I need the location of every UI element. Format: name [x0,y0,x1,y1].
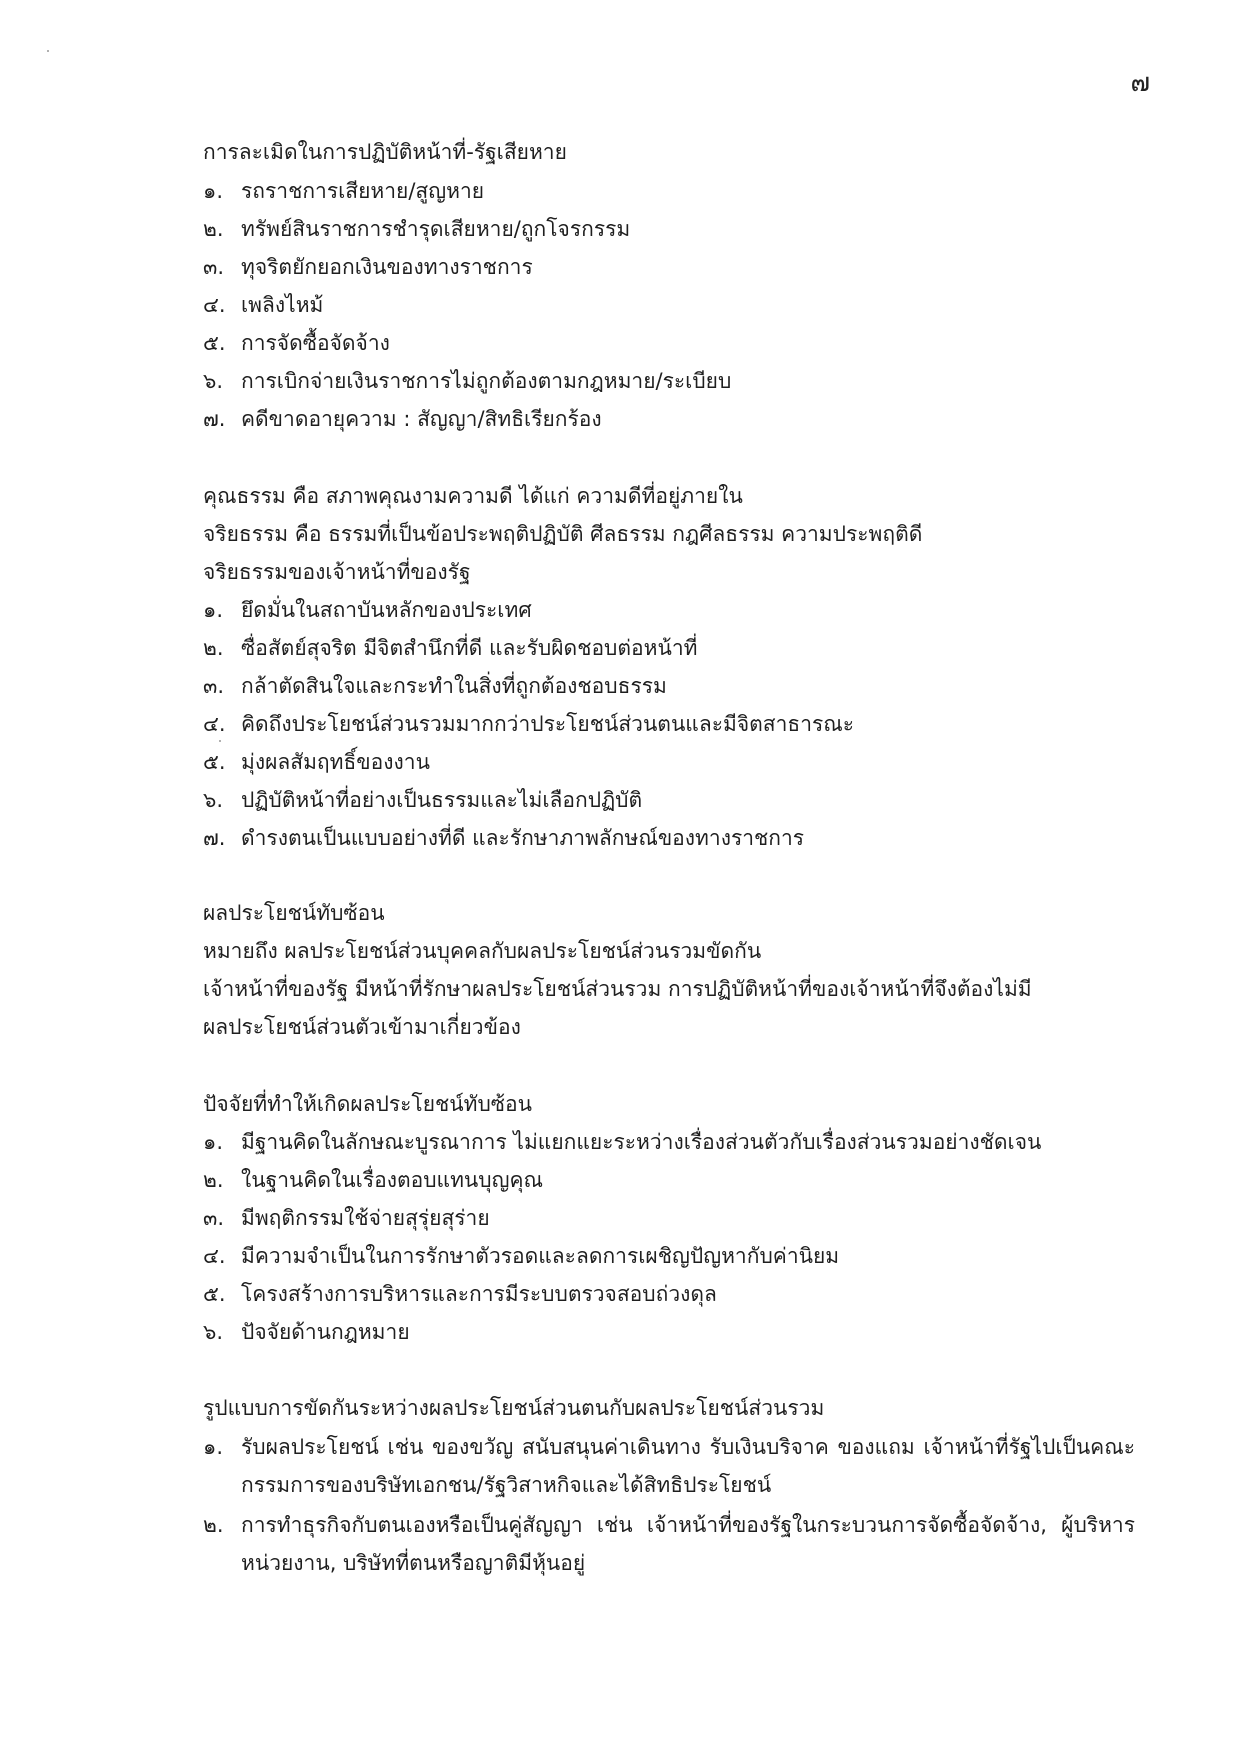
section2-list-item [203,790,642,811]
item-text: การเบิกจ่ายเงินราชการไม่ถูกต้องตามกฎหมาย/ระเบียบ [241,369,732,393]
item-text: ทุจริตยักยอกเงินของทางราชการ [241,255,533,279]
section3-line1: หมายถึง ผลประโยชน์ส่วนบุคคลกับผลประโยชน์ส่วนรวมขัดกัน [203,939,762,963]
item-number: ๒. [203,1513,224,1537]
section2-list-item [203,676,667,697]
section4-list-item [203,1170,543,1191]
item-number: ๑. [203,1130,224,1154]
section2-list-item [203,714,854,735]
item-text: มีความจำเป็นในการรักษาตัวรอดและลดการเผชิญปัญหากับค่านิยม [241,1244,840,1268]
item-number: ๒. [203,1168,224,1192]
item-number: ๓. [203,1206,225,1230]
section3-line3: ผลประโยชน์ส่วนตัวเข้ามาเกี่ยวข้อง [203,1015,521,1039]
item-number: ๖. [203,1320,224,1344]
section1-list-item [203,219,630,240]
item-text: คิดถึงประโยชน์ส่วนรวมมากกว่าประโยชน์ส่วนตนและมีจิตสาธารณะ [241,712,855,736]
item-number: ๕. [203,750,226,774]
section2-list-item [203,828,804,849]
item-number: ๓. [203,255,225,279]
item-text: มีฐานคิดในลักษณะบูรณาการ ไม่แยกแยะระหว่างเรื่องส่วนตัวกับเรื่องส่วนรวมอย่างชัดเจน [241,1130,1042,1154]
section3-line2: เจ้าหน้าที่ของรัฐ มีหน้าที่รักษาผลประโยชน์ส่วนรวม การปฏิบัติหน้าที่ของเจ้าหน้าที่จึงต้องไม่มี [203,977,1032,1001]
section1-list-item [203,181,484,202]
item-text: ดำรงตนเป็นแบบอย่างที่ดี และรักษาภาพลักษณ์ของทางราชการ [241,826,805,850]
item-text: กล้าตัดสินใจและกระทำในสิ่งที่ถูกต้องชอบธรรม [241,674,667,698]
item-text: การจัดซื้อจัดจ้าง [241,331,390,355]
section5-list-item [203,1506,1135,1582]
item-number: ๔. [203,712,226,736]
item-text: ปฏิบัติหน้าที่อย่างเป็นธรรมและไม่เลือกปฏิบัติ [241,788,643,812]
item-number: ๑. [203,598,224,622]
section4-list-item [203,1322,410,1343]
scan-speck [219,740,221,742]
section2-line2: จริยธรรม คือ ธรรมที่เป็นข้อประพฤติปฏิบัติ ศีลธรรม กฎศีลธรรม ความประพฤติดี [203,522,923,546]
item-number: ๔. [203,293,226,317]
item-number: ๑. [203,1435,224,1459]
item-number: ๕. [203,331,226,355]
section4-list-item [203,1132,1041,1153]
item-number: ๔. [203,1244,226,1268]
item-number: ๕. [203,1282,226,1306]
item-number: ๗. [203,826,226,850]
section4-heading: ปัจจัยที่ทำให้เกิดผลประโยชน์ทับซ้อน [203,1092,532,1116]
section4-list-item [203,1208,490,1229]
section1-list-item [203,409,602,430]
section3-heading: ผลประโยชน์ทับซ้อน [203,901,385,925]
item-text: การทำธุรกิจกับตนเองหรือเป็นคู่สัญญา เช่น เจ้าหน้าที่ของรัฐในกระบวนการจัดซื้อจัดจ้าง, ผู้บริหารหน่วยงาน, บริษัทที่ตนหรือญาติมีหุ้นอยู่ [241,1513,1135,1575]
section5-list-item [203,1428,1135,1504]
item-text: คดีขาดอายุความ : สัญญา/สิทธิเรียกร้อง [241,407,602,431]
section4-list-item [203,1284,717,1305]
section2-list-item [203,752,430,773]
item-number: ๒. [203,217,224,241]
item-text: โครงสร้างการบริหารและการมีระบบตรวจสอบถ่วงดุล [241,1282,717,1306]
page-number: ๗ [1130,68,1150,98]
item-number: ๖. [203,369,224,393]
item-number: ๒. [203,636,224,660]
item-number: ๑. [203,179,224,203]
section2-line1: คุณธรรม คือ สภาพคุณงามความดี ได้แก่ ความดีที่อยู่ภายใน [203,484,743,508]
item-number: ๓. [203,674,225,698]
item-number: ๖. [203,788,224,812]
scan-speck [47,50,49,52]
item-text: มุ่งผลสัมฤทธิ์ของงาน [241,750,430,774]
item-number: ๗. [203,407,226,431]
section1-heading: การละเมิดในการปฏิบัติหน้าที่-รัฐเสียหาย [203,140,567,164]
section2-heading: จริยธรรมของเจ้าหน้าที่ของรัฐ [203,560,471,584]
item-text: รับผลประโยชน์ เช่น ของขวัญ สนับสนุนค่าเดินทาง รับเงินบริจาค ของแถม เจ้าหน้าที่รัฐไปเป็นคณะกรรมการของบริษัทเอกชน/รัฐวิสาหกิจและได้สิทธิประโยชน์ [241,1435,1135,1497]
section5-heading: รูปแบบการขัดกันระหว่างผลประโยชน์ส่วนตนกับผลประโยชน์ส่วนรวม [203,1396,825,1420]
section1-list-item [203,371,731,392]
section2-list-item [203,638,697,659]
section1-list-item [203,295,323,316]
section4-list-item [203,1246,839,1267]
item-text: รถราชการเสียหาย/สูญหาย [241,179,485,203]
item-text: เพลิงไหม้ [241,293,324,317]
item-text: ยึดมั่นในสถาบันหลักของประเทศ [241,598,532,622]
section1-list-item [203,257,533,278]
item-text: ทรัพย์สินราชการชำรุดเสียหาย/ถูกโจรกรรม [241,217,631,241]
section2-list-item [203,600,532,621]
section1-list-item [203,333,390,354]
item-text: ซื่อสัตย์สุจริต มีจิตสำนึกที่ดี และรับผิดชอบต่อหน้าที่ [241,636,698,660]
item-text: ในฐานคิดในเรื่องตอบแทนบุญคุณ [241,1168,544,1192]
item-text: มีพฤติกรรมใช้จ่ายสุรุ่ยสุร่าย [241,1206,490,1230]
item-text: ปัจจัยด้านกฎหมาย [241,1320,410,1344]
